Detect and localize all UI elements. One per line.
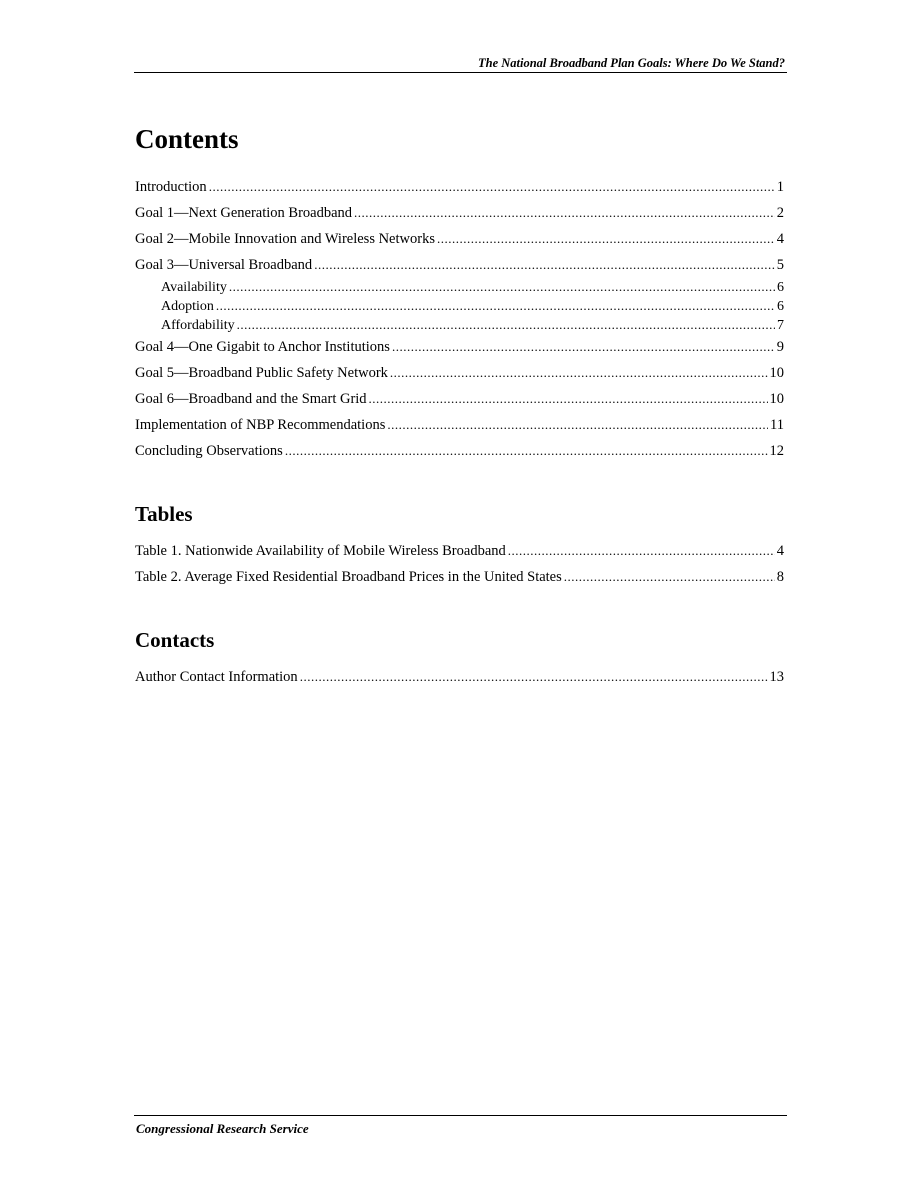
toc-entry-page: 11 [770,417,784,433]
dot-leader [237,316,775,333]
toc-entry-introduction[interactable] [135,178,784,196]
dot-leader [229,278,775,295]
dot-leader [354,204,775,221]
toc-entry-page: 9 [776,339,784,355]
contents-heading: Contents [135,124,239,154]
toc-entry-page: 4 [776,543,784,559]
toc-entry-page: 10 [769,391,784,407]
toc-entry-title: Implementation of NBP Recommendations [135,417,386,433]
toc-entry-title: Affordability [161,318,235,333]
toc-entry-author-contact[interactable] [135,668,784,686]
dot-leader [369,390,768,407]
toc-entry-goal-4[interactable] [135,338,784,356]
running-header-title: The National Broadband Plan Goals: Where Do We Stand? [478,56,785,70]
toc-entry-table-1[interactable] [135,542,784,560]
toc-entry-title: Goal 4—One Gigabit to Anchor Institutions [135,339,390,355]
footer-rule [134,1115,787,1116]
toc-entry-page: 6 [777,280,784,295]
toc-entry-title: Table 2. Average Fixed Residential Broadband Prices in the United States [135,569,562,585]
dot-leader [216,297,775,314]
dot-leader [300,668,768,685]
header-rule [134,72,787,73]
toc-entry-title: Goal 3—Universal Broadband [135,257,313,273]
footer-publisher: Congressional Research Service [136,1121,309,1136]
toc-entry-page: 10 [769,365,784,381]
toc-entry-page: 5 [776,257,784,273]
toc-entry-goal-5[interactable] [135,364,784,382]
toc-entry-title: Introduction [135,179,207,195]
dot-leader [564,568,775,585]
toc-entry-page: 6 [777,299,784,314]
toc-entry-adoption[interactable] [161,297,784,315]
dot-leader [392,338,775,355]
toc-entry-page: 13 [769,669,784,685]
toc-entry-availability[interactable] [161,278,784,296]
dot-leader [387,416,768,433]
toc-entry-page: 8 [776,569,784,585]
toc-entry-table-2[interactable] [135,568,784,586]
toc-entry-page: 4 [776,231,784,247]
toc-entry-goal-2[interactable] [135,230,784,248]
toc-entry-title: Concluding Observations [135,443,283,459]
toc-entry-title: Table 1. Nationwide Availability of Mobile Wireless Broadband [135,543,506,559]
dot-leader [314,256,775,273]
toc-entry-title: Goal 2—Mobile Innovation and Wireless Networks [135,231,435,247]
toc-entry-goal-6[interactable] [135,390,784,408]
toc-entry-implementation[interactable] [135,416,784,434]
toc-entry-title: Author Contact Information [135,669,298,685]
dot-leader [209,178,775,195]
toc-entry-concluding-observations[interactable] [135,442,784,460]
toc-entry-affordability[interactable] [161,316,784,334]
dot-leader [285,442,768,459]
toc-entry-page: 7 [777,318,784,333]
toc-entry-page: 1 [776,179,784,195]
toc-entry-goal-3[interactable] [135,256,784,274]
toc-entry-title: Goal 5—Broadband Public Safety Network [135,365,388,381]
toc-entry-goal-1[interactable] [135,204,784,222]
toc-entry-title: Goal 1—Next Generation Broadband [135,205,353,221]
toc-entry-page: 2 [776,205,784,221]
toc-entry-title: Availability [161,280,227,295]
tables-heading: Tables [135,502,193,526]
toc-entry-page: 12 [769,443,784,459]
toc-entry-title: Goal 6—Broadband and the Smart Grid [135,391,367,407]
contacts-heading: Contacts [135,628,215,652]
dot-leader [508,542,775,559]
toc-entry-title: Adoption [161,299,214,314]
dot-leader [390,364,768,381]
dot-leader [437,230,775,247]
